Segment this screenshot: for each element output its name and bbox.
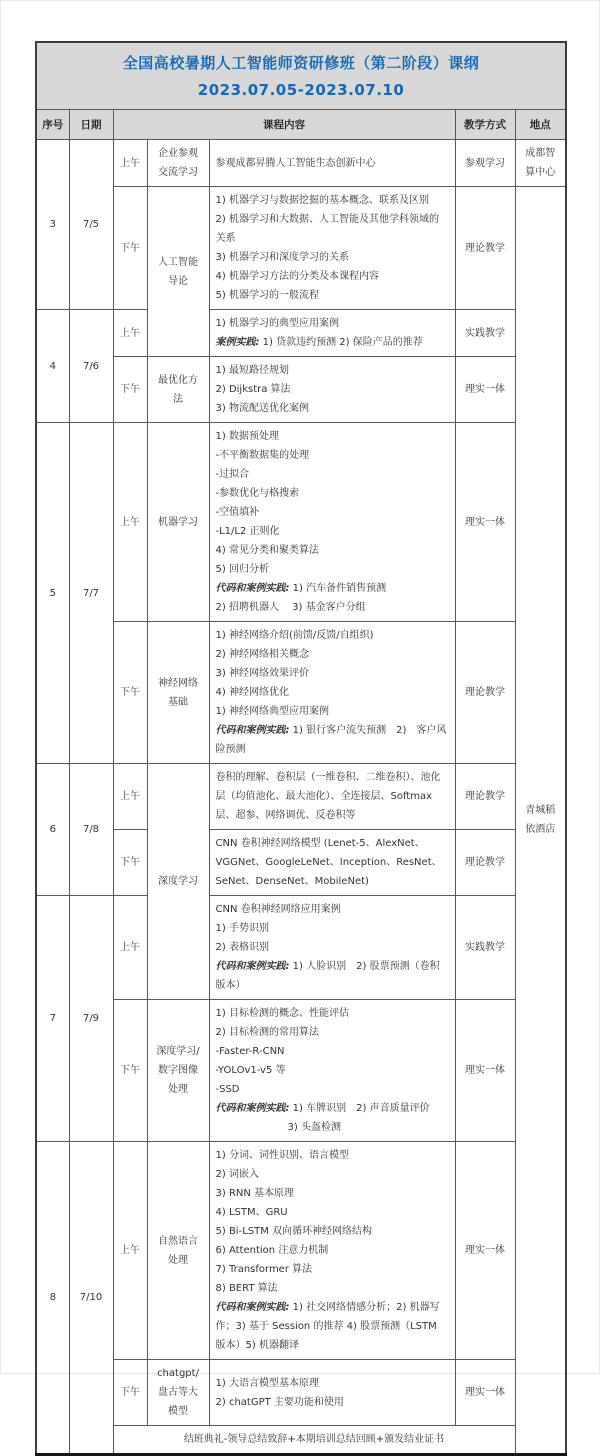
content-line: 8) BERT 算法 (215, 1283, 278, 1294)
time-period: 上午 (113, 140, 147, 187)
teaching-method: 实践教学 (455, 896, 515, 1000)
content-line: -Faster-R-CNN (215, 1046, 285, 1057)
column-header-row (36, 110, 566, 140)
time-period: 上午 (113, 1142, 147, 1360)
course-content (209, 357, 455, 423)
content-line: 2) 机器学习和大数据、人工智能及其他学科领域的关系 (215, 214, 439, 244)
course-topic: 人工智能导论 (147, 187, 209, 357)
course-content (209, 1142, 455, 1360)
teaching-method: 理实一体 (455, 1360, 515, 1426)
column-header-content: 课程内容 (113, 110, 455, 140)
content-line: 参观成都昇腾人工智能生态创新中心 (215, 157, 376, 169)
content-line: -空值填补 (215, 507, 260, 518)
curriculum-table (35, 41, 567, 1456)
content-line: 5) 回归分析 (215, 564, 269, 575)
session-date: 7/6 (69, 310, 113, 423)
content-line: -L1/L2 正则化 (215, 526, 280, 537)
page-title: 全国高校暑期人工智能师资研修班（第二阶段）课纲 (122, 54, 480, 72)
content-line: 代码和案例实践: 1) 车牌识别 2) 声音质量评价 (215, 1103, 430, 1114)
content-line: 6) Attention 注意力机制 (215, 1245, 329, 1256)
content-line: -参数优化与格搜索 (215, 488, 300, 499)
content-line: 1) 手势识别 (215, 923, 269, 934)
teaching-method: 理实一体 (455, 357, 515, 423)
content-line: 1) 最短路径规划 (215, 365, 289, 376)
content-line: 3) 头盔检测 (287, 1122, 341, 1133)
table-row (36, 1426, 566, 1455)
course-content (209, 187, 455, 310)
practice-label: 代码和案例实践: (215, 961, 290, 972)
content-line: 1) 数据预处理 (215, 431, 279, 442)
content-line: 7) Transformer 算法 (215, 1264, 313, 1275)
session-number: 5 (36, 423, 69, 764)
time-period: 下午 (113, 357, 147, 423)
practice-label: 代码和案例实践: (215, 583, 290, 594)
content-line: CNN 卷积神经网络应用案例 (215, 904, 341, 915)
session-number: 4 (36, 310, 69, 423)
time-period: 上午 (113, 896, 147, 1000)
table-row (36, 1360, 566, 1426)
content-line: 5) Bi-LSTM 双向循环神经网络结构 (215, 1226, 373, 1237)
column-header-method: 教学方式 (455, 110, 515, 140)
column-header-location: 地点 (515, 110, 566, 140)
content-line: 4) 机器学习方法的分类及本课程内容 (215, 271, 379, 282)
course-content (209, 622, 455, 764)
content-line: 1) 机器学习与数据挖掘的基本概念、联系及区别 (215, 195, 429, 206)
course-content (209, 830, 455, 896)
teaching-method: 实践教学 (455, 310, 515, 357)
time-period: 下午 (113, 830, 147, 896)
content-line: 2) 词嵌入 (215, 1169, 259, 1180)
date-range: 2023.07.05-2023.07.10 (197, 81, 405, 99)
closing-ceremony: 结班典礼-领导总结致辞+本期培训总结回顾+颁发结业证书 (113, 1426, 515, 1455)
course-content (209, 764, 455, 830)
content-line: 3) RNN 基本原理 (215, 1188, 295, 1199)
content-line: 代码和案例实践: 1) 人脸识别 2) 股票预测（卷积版本） (215, 961, 440, 991)
session-date: 7/9 (69, 896, 113, 1142)
table-row (36, 423, 566, 622)
teaching-method: 理实一体 (455, 423, 515, 622)
content-line: 3) 物流配送优化案例 (215, 403, 309, 414)
content-line: 1) 神经网络介绍(前馈/反馈/自组织) (215, 630, 374, 641)
session-date: 7/5 (69, 140, 113, 310)
table-row (36, 830, 566, 896)
teaching-method: 理论教学 (455, 830, 515, 896)
course-topic: 机器学习 (147, 423, 209, 622)
content-line: 代码和案例实践: 1) 银行客户流失预测 2) 客户风险预测 (215, 725, 447, 755)
course-topic: 深度学习 (147, 764, 209, 1000)
schedule-body (36, 140, 566, 1455)
course-topic: 深度学习/数字图像处理 (147, 1000, 209, 1142)
content-line: 4) 神经网络优化 (215, 687, 289, 698)
content-line: 1) 大语言模型基本原理 (215, 1377, 319, 1389)
teaching-method: 理论教学 (455, 764, 515, 830)
column-header-index: 序号 (36, 110, 69, 140)
practice-label: 代码和案例实践: (215, 725, 290, 736)
practice-label: 代码和案例实践: (215, 1302, 290, 1313)
course-topic: 企业参观交流学习 (147, 140, 209, 187)
session-date: 7/8 (69, 764, 113, 896)
content-line: 1) 神经网络典型应用案例 (215, 706, 329, 717)
session-date: 7/10 (69, 1142, 113, 1455)
table-row (36, 1142, 566, 1360)
table-row (36, 357, 566, 423)
content-line: 1) 目标检测的概念、性能评估 (215, 1008, 349, 1019)
content-line: -不平衡数据集的处理 (215, 450, 310, 461)
course-content (209, 423, 455, 622)
content-line: 4) 常见分类和聚类算法 (215, 545, 319, 556)
content-line: 代码和案例实践: 1) 社交网络情感分析；2) 机器写作；3) 基于 Session 的推荐 4) 股票预测（LSTM 版本）5) 机器翻译 (215, 1302, 440, 1351)
content-line: 卷积的理解、卷积层（一维卷积、二维卷积）、池化层（均值池化、最大池化）、全连接层、Softmax 层、超参、网络调优、反卷积等 (215, 772, 441, 821)
course-content (209, 1360, 455, 1426)
session-number: 8 (36, 1142, 69, 1455)
teaching-method: 理实一体 (455, 1142, 515, 1360)
session-number: 7 (36, 896, 69, 1142)
title-block (36, 42, 566, 110)
course-content (209, 310, 455, 357)
course-content (209, 1000, 455, 1142)
teaching-method: 理实一体 (455, 1000, 515, 1142)
content-line: 代码和案例实践: 1) 汽车备件销售预测 (215, 583, 387, 594)
time-period: 下午 (113, 1360, 147, 1426)
practice-label: 案例实践: (215, 337, 260, 348)
session-date: 7/7 (69, 423, 113, 764)
practice-label: 代码和案例实践: (215, 1103, 290, 1114)
time-period: 下午 (113, 187, 147, 310)
content-line: 2) 表格识别 (215, 942, 269, 953)
content-line: 4) LSTM、GRU (215, 1207, 288, 1218)
time-period: 上午 (113, 764, 147, 830)
time-period: 下午 (113, 622, 147, 764)
content-line: 1) 机器学习的典型应用案例 (215, 318, 339, 329)
content-line: 5) 机器学习的一般流程 (215, 290, 319, 301)
table-row (36, 896, 566, 1000)
location: 成都智算中心 (515, 140, 566, 187)
teaching-method: 参观学习 (455, 140, 515, 187)
time-period: 上午 (113, 423, 147, 622)
table-row (36, 764, 566, 830)
teaching-method: 理论教学 (455, 622, 515, 764)
content-line: 2) Dijkstra 算法 (215, 384, 291, 395)
content-line: 2) 神经网络相关概念 (215, 649, 309, 660)
table-row (36, 310, 566, 357)
content-line: 2) 招聘机器人 3) 基金客户分组 (215, 602, 366, 613)
content-line: 3) 神经网络效果评价 (215, 668, 309, 679)
content-line: -YOLOv1-v5 等 (215, 1065, 286, 1076)
content-line: -SSD (215, 1084, 240, 1095)
location: 青城稻依酒店 (515, 187, 566, 1455)
teaching-method: 理论教学 (455, 187, 515, 310)
course-topic: 神经网络基础 (147, 622, 209, 764)
column-header-date: 日期 (69, 110, 113, 140)
title-row (36, 42, 566, 110)
course-content (209, 896, 455, 1000)
table-row (36, 1000, 566, 1142)
content-line: 3) 机器学习和深度学习的关系 (215, 252, 349, 263)
time-period: 下午 (113, 1000, 147, 1142)
course-content (209, 140, 455, 187)
content-line: CNN 卷积神经网络模型 (Lenet-5、AlexNet、VGGNet、GoogleLeNet、Inception、ResNet、SeNet、DenseNet、MobileNet) (215, 838, 442, 887)
content-line: 2) 目标检测的常用算法 (215, 1027, 319, 1038)
time-period: 上午 (113, 310, 147, 357)
session-number: 6 (36, 764, 69, 896)
content-line: 1) 分词、词性识别、语言模型 (215, 1150, 349, 1161)
session-number: 3 (36, 140, 69, 310)
course-topic: 最优化方法 (147, 357, 209, 423)
content-line: -过拟合 (215, 469, 250, 480)
content-line: 2) chatGPT 主要功能和使用 (215, 1396, 344, 1408)
table-row (36, 622, 566, 764)
table-row (36, 187, 566, 310)
course-topic: chatgpt/盘古等大模型 (147, 1360, 209, 1426)
content-line: 案例实践: 1) 贷款违约预测 2) 保险产品的推荐 (215, 337, 423, 348)
course-topic: 自然语言处理 (147, 1142, 209, 1360)
table-row (36, 140, 566, 187)
